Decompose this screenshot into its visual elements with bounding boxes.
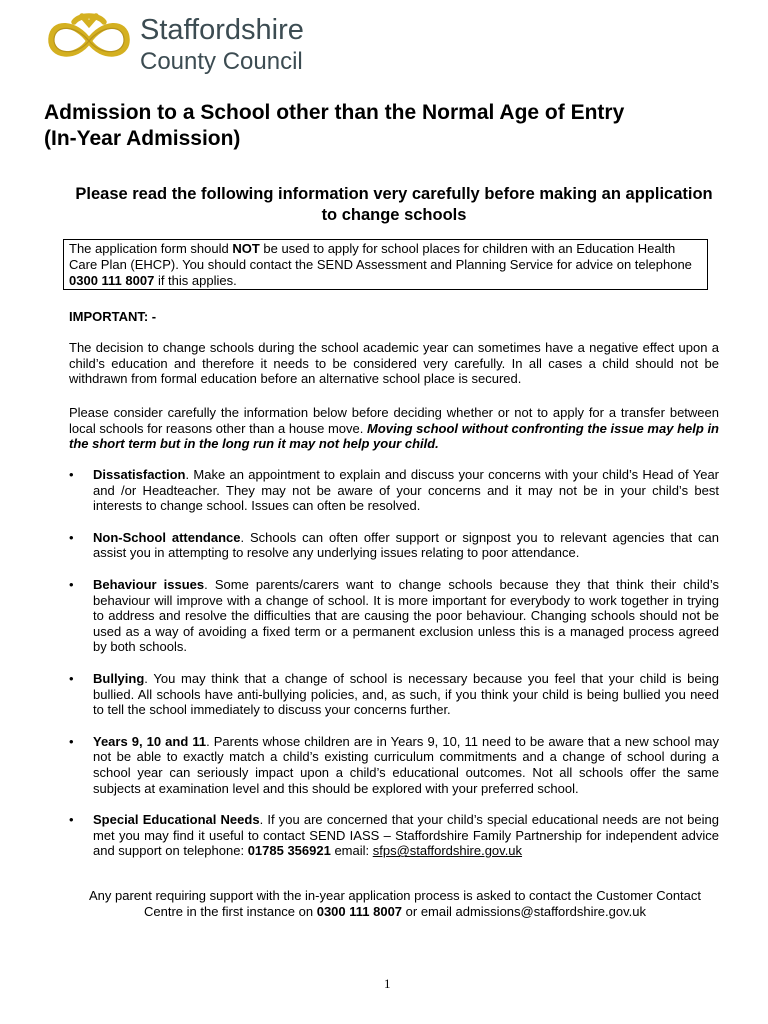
- closing-paragraph: [70, 888, 720, 920]
- council-logo: [46, 8, 346, 78]
- item-text: . Some parents/carers want to change schools because they that think their child’s behaviour will improve with a change of school. It is more important for everybody to work together in trying to address and resolve the difficulties that are causing the poor behaviour. Changing schools should not be used as a way of avoiding a fixed term or a permanent exclusion unless this is a managed process agreed by both schools.: [93, 576, 720, 655]
- bullet-icon: •: [69, 812, 74, 828]
- intro-paragraph: The decision to change schools during the school academic year can sometimes have a negative effect upon a child’s education and therefore it needs to be considered very carefully. In all cases a child should not be withdrawn from formal education before an alternative school place is secured.: [69, 340, 719, 387]
- sen-email-label: email:: [330, 843, 373, 859]
- title-line2: (In-Year Admission): [44, 127, 241, 150]
- closing-phone: 0300 111 8007: [316, 904, 403, 919]
- closing-text: Any parent requiring support with the in-year application process is asked to contact the Customer Contact Centre in the first instance on: [88, 888, 702, 919]
- advice-list: [69, 467, 719, 859]
- item-heading: Bullying: [93, 670, 145, 686]
- item-heading: Special Educational Needs: [93, 812, 260, 828]
- title-line1: Admission to a School other than the Normal Age of Entry: [44, 101, 625, 124]
- item-text: . Make an appointment to explain and discuss your concerns with your child’s Head of Year and /or Headteacher. They may not be aware of your concerns and it may not be in your child’s best interests to change school. Issues can often be resolved.: [93, 467, 719, 514]
- consider-text: Please consider carefully the information below before deciding whether or not to apply for a transfer between local schools for reasons other than a house move.: [69, 405, 719, 436]
- notice-text-cont: be used to apply for school places for children with an Education Health Care Plan (EHCP). You should contact the SEND Assessment and Planning Service for advice on telephone: [69, 241, 692, 272]
- item-text: . Parents whose children are in Years 9, 10, 11 need to be aware that a new school may not be able to exactly match a child’s existing curriculum commitments and a change of school during a school year can seriously impact upon a child’s educational outcomes. Not all schools offer the same subjects at examination level and this should be explored with your preferred school.: [93, 733, 720, 796]
- important-label: IMPORTANT: -: [69, 309, 157, 324]
- document-title: [44, 100, 734, 152]
- sen-email-link[interactable]: sfps@staffordshire.gov.uk: [372, 843, 523, 859]
- org-name-line2: County Council: [140, 48, 303, 75]
- bullet-icon: •: [69, 467, 74, 482]
- org-name-line1: Staffordshire: [140, 14, 304, 46]
- item-text: . Schools can often offer support or signpost you to relevant agencies that can assist you in attempting to resolve any underlying issues relating to poor attendance.: [93, 529, 719, 561]
- bullet-icon: •: [69, 733, 74, 749]
- document-subtitle: Please read the following information very carefully before making an application to change schools: [75, 185, 713, 224]
- list-item-attendance: [69, 530, 719, 561]
- list-item-behaviour: [69, 577, 719, 655]
- notice-text: The application form should: [69, 241, 233, 256]
- list-item-dissatisfaction: [69, 467, 719, 514]
- bullet-icon: •: [69, 670, 74, 686]
- notice-not-emphasis: NOT: [232, 241, 260, 256]
- item-text: . You may think that a change of school is necessary because you feel that your child is being bullied. All schools have anti-bullying policies, and, as such, if you think your child is being bullied you need to tell the school immediately to discuss your concerns further.: [93, 670, 719, 718]
- notice-phone: 0300 111 8007: [69, 272, 155, 288]
- page-number: 1: [384, 976, 391, 991]
- bullet-icon: •: [69, 576, 74, 592]
- bullet-icon: •: [69, 529, 74, 545]
- item-heading: Dissatisfaction: [93, 467, 186, 482]
- consider-emphasis: Moving school without confronting the issue may help in the short term but in the long run it may not help your child.: [69, 420, 719, 452]
- item-heading: Behaviour issues: [93, 576, 205, 592]
- closing-email-text: or email admissions@staffordshire.gov.uk: [402, 904, 646, 919]
- sen-phone: 01785 356921: [247, 843, 331, 859]
- item-heading: Years 9, 10 and 11: [93, 733, 207, 749]
- notice-text-end: if this applies.: [154, 272, 237, 288]
- item-heading: Non-School attendance: [93, 529, 241, 545]
- list-item-bullying: [69, 671, 719, 718]
- ehcp-notice-box: [63, 239, 708, 290]
- staffordshire-knot-icon: [46, 10, 132, 72]
- item-text: . If you are concerned that your child’s special educational needs are not being met you may find it useful to contact SEND IASS – Staffordshire Family Partnership for independent advice and support on telephone:: [93, 812, 719, 859]
- consider-paragraph: [69, 405, 719, 452]
- list-item-sen: [69, 812, 719, 859]
- list-item-years: [69, 734, 719, 796]
